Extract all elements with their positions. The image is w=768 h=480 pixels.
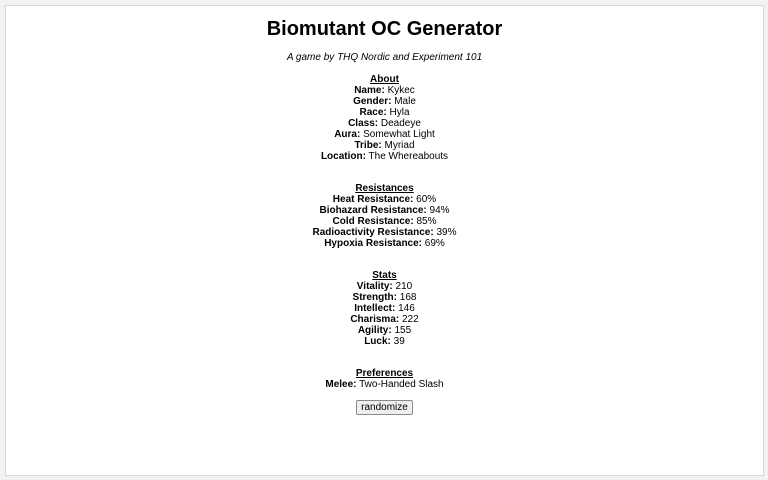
attribute-row bbox=[6, 216, 763, 227]
attribute-row bbox=[6, 140, 763, 151]
attribute-label: Luck: bbox=[364, 336, 391, 347]
attribute-row bbox=[6, 379, 763, 390]
attribute-label: Biohazard Resistance: bbox=[319, 205, 427, 216]
attribute-row bbox=[6, 85, 763, 96]
attribute-label: Charisma: bbox=[350, 314, 400, 325]
attribute-row bbox=[6, 151, 763, 162]
attribute-row bbox=[6, 336, 763, 347]
attribute-row bbox=[6, 325, 763, 336]
attribute-value: Male bbox=[394, 96, 416, 107]
attribute-value: 94% bbox=[429, 205, 450, 216]
attribute-label: Radioactivity Resistance: bbox=[312, 227, 434, 238]
attribute-value: 39% bbox=[436, 227, 457, 238]
attribute-row bbox=[6, 129, 763, 140]
attribute-value: 210 bbox=[395, 281, 413, 292]
attribute-row bbox=[6, 107, 763, 118]
attribute-label: Location: bbox=[320, 151, 366, 162]
attribute-label: Heat Resistance: bbox=[332, 194, 414, 205]
section-stats bbox=[6, 270, 763, 347]
attribute-label: Gender: bbox=[353, 96, 392, 107]
attribute-row bbox=[6, 205, 763, 216]
attribute-label: Name: bbox=[354, 85, 385, 96]
attribute-value: Somewhat Light bbox=[363, 129, 435, 140]
attribute-value: Two-Handed Slash bbox=[359, 379, 444, 390]
attribute-label: Strength: bbox=[352, 292, 397, 303]
attribute-value: 39 bbox=[393, 336, 405, 347]
randomize-button[interactable]: randomize bbox=[356, 400, 413, 415]
attribute-row bbox=[6, 194, 763, 205]
attribute-label: Hypoxia Resistance: bbox=[324, 238, 423, 249]
attribute-row bbox=[6, 227, 763, 238]
attribute-value: 85% bbox=[416, 216, 437, 227]
attribute-value: 146 bbox=[398, 303, 415, 314]
attribute-label: Tribe: bbox=[354, 140, 382, 151]
attribute-label: Race: bbox=[359, 107, 387, 118]
attribute-value: The Whereabouts bbox=[368, 151, 449, 162]
attribute-row bbox=[6, 96, 763, 107]
section-about bbox=[6, 74, 763, 162]
attribute-value: Kykec bbox=[387, 85, 415, 96]
attribute-row bbox=[6, 292, 763, 303]
section-heading: Resistances bbox=[355, 183, 414, 194]
attribute-label: Melee: bbox=[325, 379, 357, 390]
attribute-value: Deadeye bbox=[380, 118, 421, 129]
attribute-label: Vitality: bbox=[356, 281, 393, 292]
attribute-value: Myriad bbox=[384, 140, 415, 151]
attribute-value: 60% bbox=[416, 194, 437, 205]
attribute-label: Intellect: bbox=[354, 303, 396, 314]
section-heading: Stats bbox=[372, 270, 397, 281]
attribute-row bbox=[6, 281, 763, 292]
attribute-value: 222 bbox=[402, 314, 419, 325]
attribute-label: Class: bbox=[348, 118, 379, 129]
attribute-value: 168 bbox=[399, 292, 417, 303]
subtitle: A game by THQ Nordic and Experiment 101 bbox=[286, 52, 483, 63]
attribute-row bbox=[6, 118, 763, 129]
section-heading: About bbox=[370, 74, 399, 85]
attribute-row bbox=[6, 314, 763, 325]
attribute-value: 155 bbox=[394, 325, 412, 336]
page-title: Biomutant OC Generator bbox=[266, 18, 503, 40]
attribute-label: Aura: bbox=[334, 129, 361, 140]
generator-card bbox=[5, 5, 764, 476]
attribute-value: Hyla bbox=[389, 107, 410, 118]
attribute-value: 69% bbox=[424, 238, 445, 249]
attribute-row bbox=[6, 238, 763, 249]
section-resistances bbox=[6, 183, 763, 249]
section-preferences bbox=[6, 368, 763, 390]
attribute-label: Cold Resistance: bbox=[332, 216, 414, 227]
attribute-row bbox=[6, 303, 763, 314]
section-heading: Preferences bbox=[355, 368, 414, 379]
attribute-label: Agility: bbox=[357, 325, 392, 336]
character-sheet bbox=[6, 74, 763, 415]
